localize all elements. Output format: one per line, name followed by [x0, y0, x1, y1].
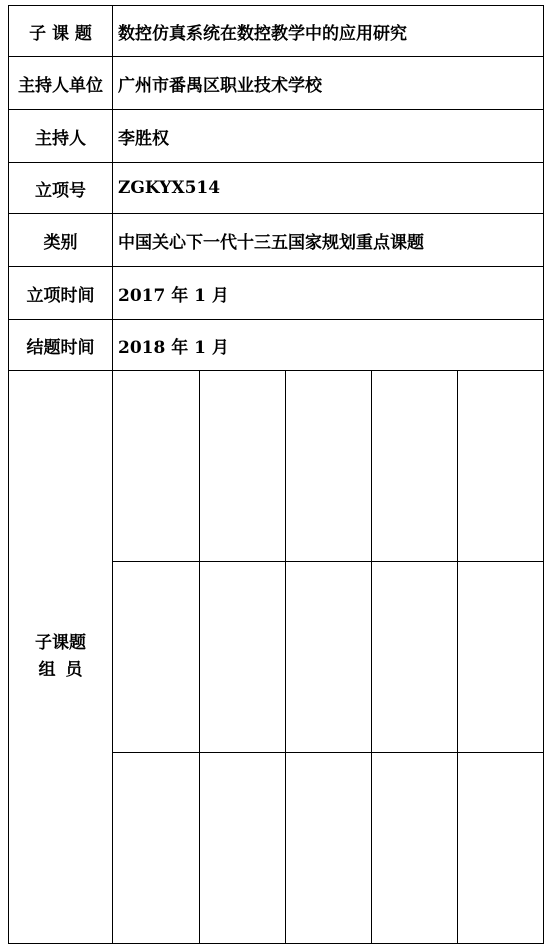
member-slot [457, 371, 543, 562]
members-grid [113, 371, 543, 943]
label-end-time: 结题时间 [9, 320, 113, 371]
member-slot [199, 753, 285, 944]
label-host: 主持人 [9, 110, 113, 163]
member-slot [285, 562, 371, 753]
value-category: 中国关心下一代十三五国家规划重点课题 [113, 214, 544, 267]
member-slot [285, 371, 371, 562]
member-slot [113, 371, 199, 562]
label-category: 类别 [9, 214, 113, 267]
member-slot [371, 371, 457, 562]
row-project-number [9, 163, 544, 214]
members-grid-row [113, 753, 543, 944]
label-subproject: 子 课 题 [9, 6, 113, 57]
members-grid-row [113, 562, 543, 753]
row-end-time [9, 320, 544, 371]
row-category [9, 214, 544, 267]
row-members [9, 371, 544, 944]
member-slot [113, 562, 199, 753]
row-subproject [9, 6, 544, 57]
row-start-time [9, 267, 544, 320]
member-slot [199, 562, 285, 753]
label-members-line2: 组员 [38, 660, 93, 680]
member-slot [113, 753, 199, 944]
row-host-unit [9, 57, 544, 110]
member-slot [371, 753, 457, 944]
label-members-line1: 子课题 [35, 633, 86, 653]
value-subproject: 数控仿真系统在数控教学中的应用研究 [113, 6, 544, 57]
value-host: 李胜权 [113, 110, 544, 163]
project-info-table [8, 5, 544, 944]
row-host [9, 110, 544, 163]
label-start-time: 立项时间 [9, 267, 113, 320]
value-project-number: ZGKYX514 [113, 163, 544, 214]
value-end-time: 2018 年 1 月 [113, 320, 544, 371]
value-start-time: 2017 年 1 月 [113, 267, 544, 320]
label-project-number: 立项号 [9, 163, 113, 214]
members-grid-cell [113, 371, 544, 944]
label-host-unit: 主持人单位 [9, 57, 113, 110]
value-host-unit: 广州市番禺区职业技术学校 [113, 57, 544, 110]
member-slot [199, 371, 285, 562]
member-slot [457, 562, 543, 753]
members-grid-row [113, 371, 543, 562]
member-slot [457, 753, 543, 944]
label-members [9, 371, 113, 944]
member-slot [371, 562, 457, 753]
member-slot [285, 753, 371, 944]
